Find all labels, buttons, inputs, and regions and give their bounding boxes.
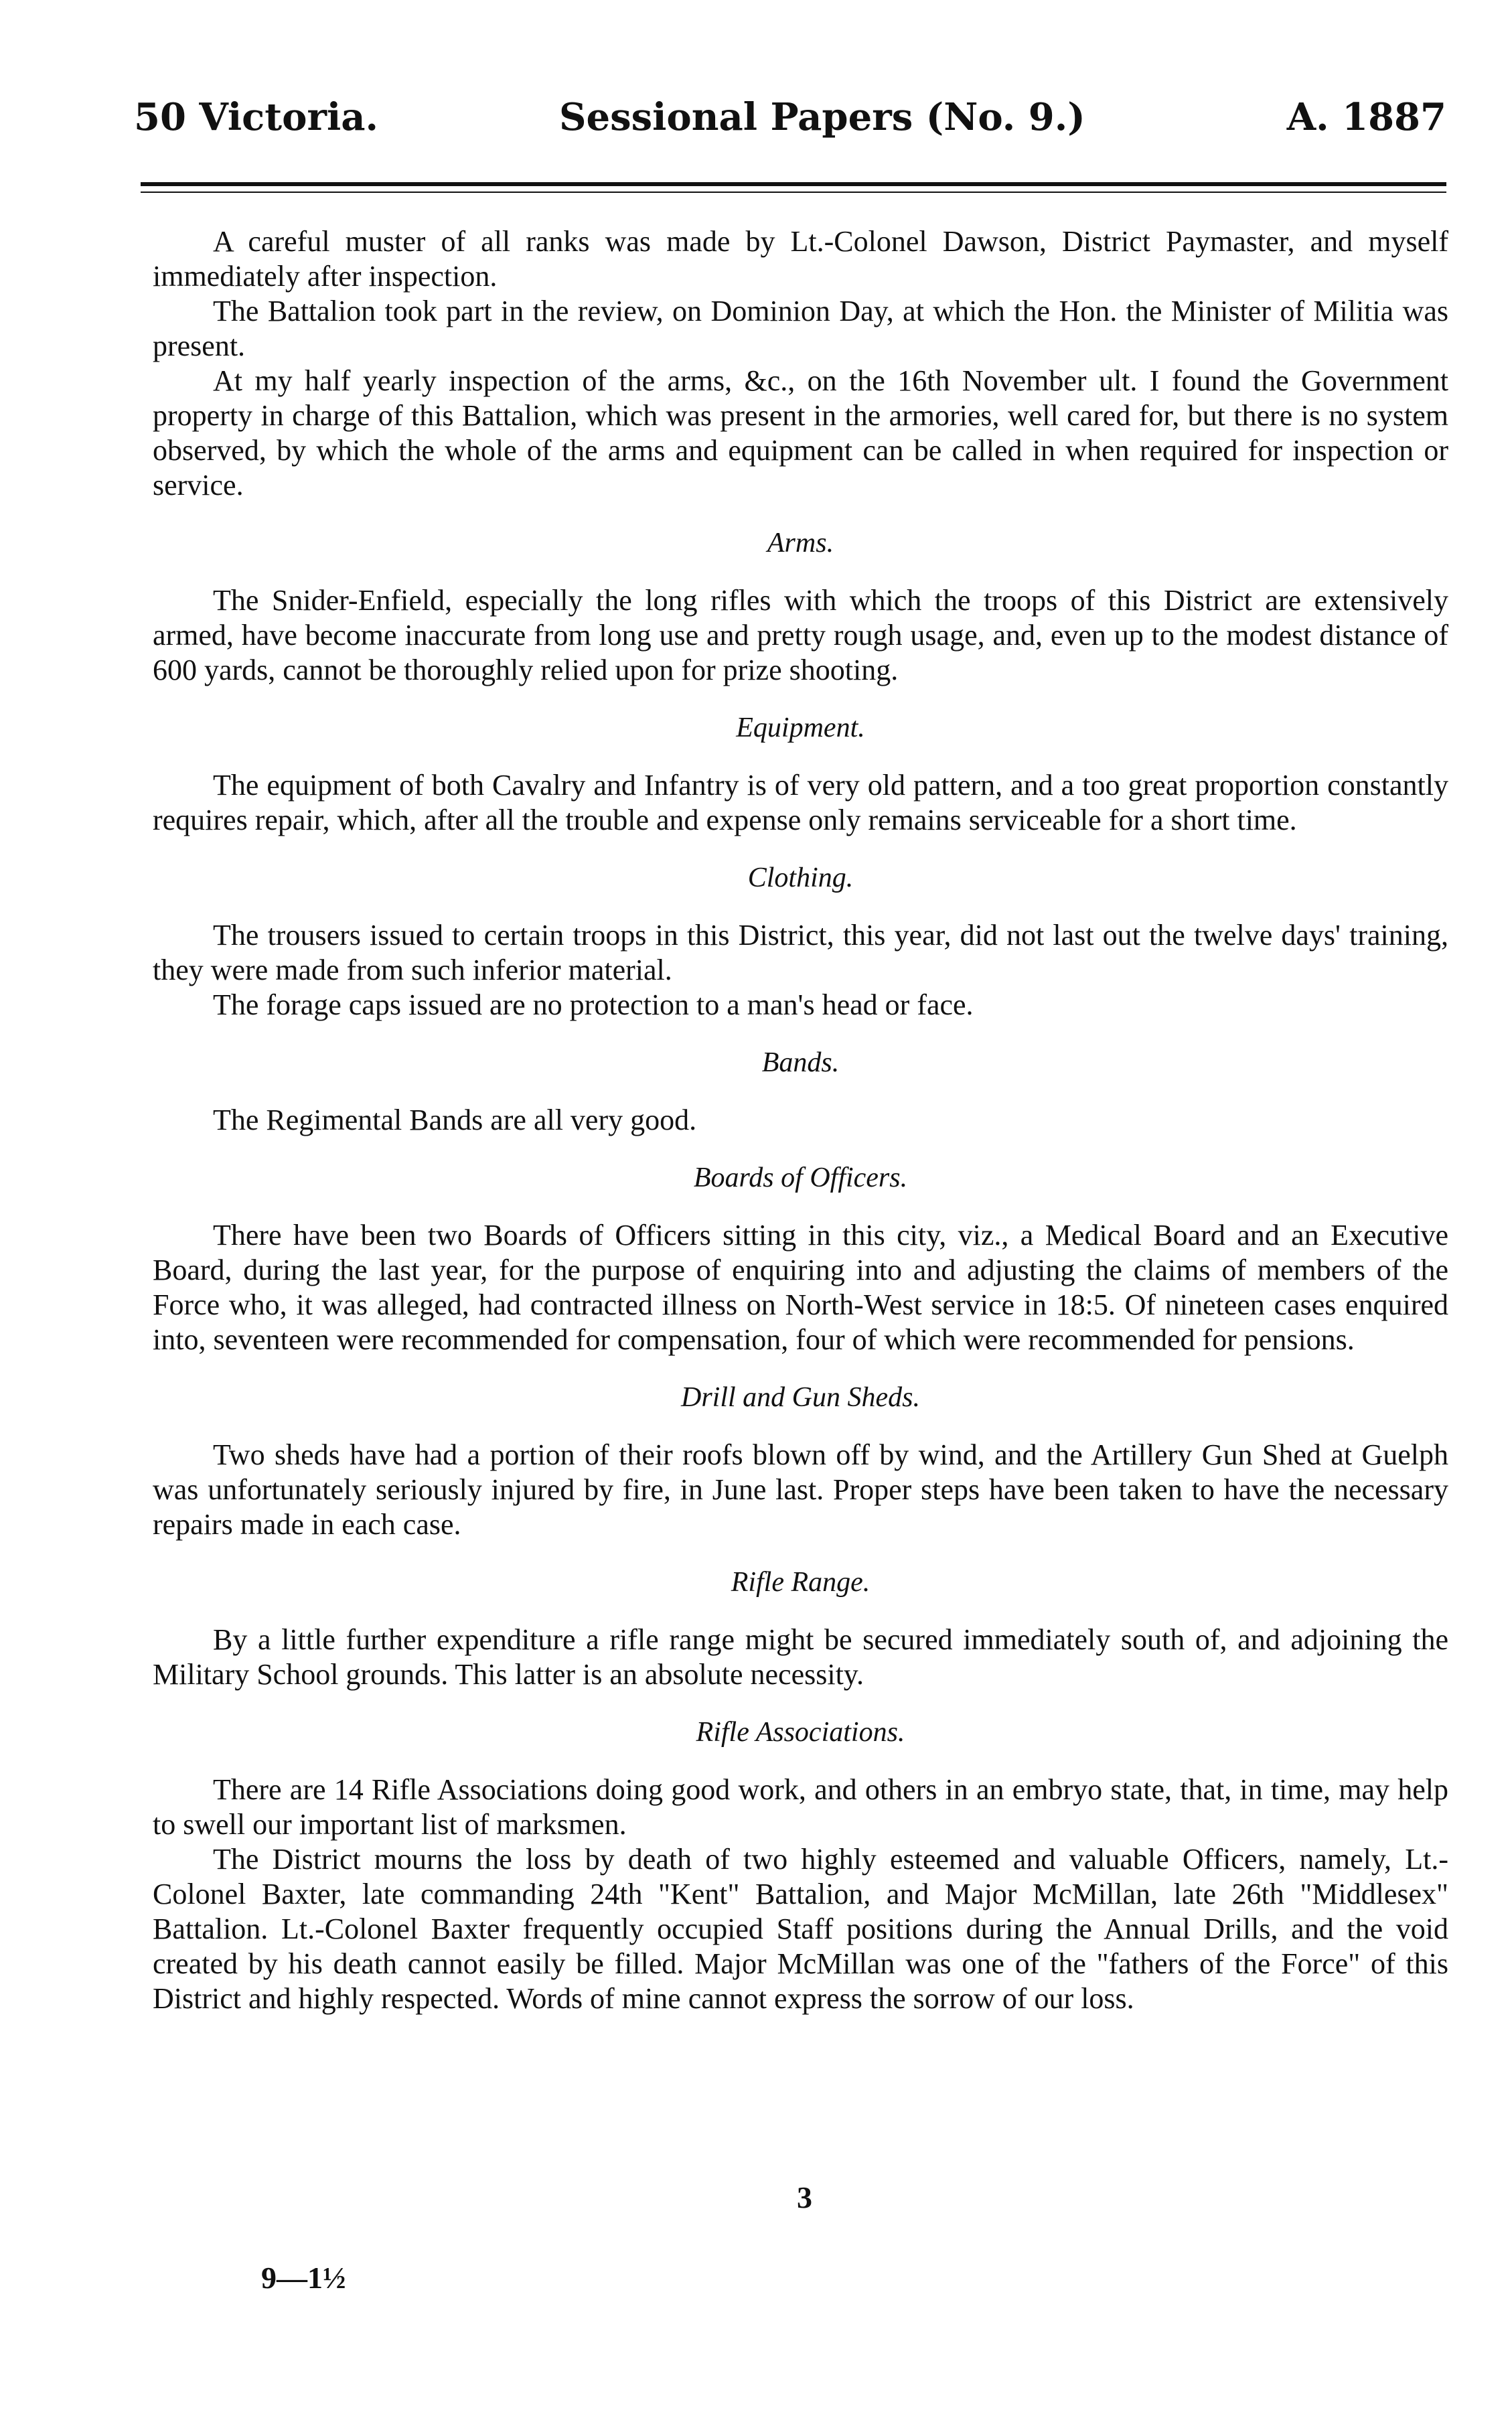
section-heading: Arms. (767, 528, 834, 558)
section-heading: Drill and Gun Sheds. (681, 1382, 920, 1413)
section-heading: Rifle Associations. (696, 1717, 905, 1748)
section-heading: Boards of Officers. (693, 1162, 908, 1193)
signature-mark: 9—1½ (261, 2261, 346, 2295)
paragraph: Two sheds have had a portion of their roofs blown off by wind, and the Artillery Gun Shed at Guelph was unfortunately seriously injured by fire, in June last. Proper steps have been taken to have the necessary repairs made in each case. (153, 1438, 1448, 1541)
section-heading: Equipment. (736, 712, 865, 743)
paragraph: The Battalion took part in the review, on Dominion Day, at which the Hon. the Minister of Militia was present. (153, 295, 1448, 362)
report-body (153, 224, 1448, 2016)
header-volume: 50 Victoria. (134, 95, 379, 139)
paragraph: At my half yearly inspection of the arms, &c., on the 16th November ult. I found the Government property in charge of this Battalion, which was present in the armories, well cared for, but there is no system observed, by which the whole of the arms and equipment can be called in when required for inspection or service. (153, 364, 1448, 502)
header-title: Sessional Papers (No. 9.) (559, 95, 1085, 139)
page-number: 3 (797, 2180, 812, 2214)
running-header (134, 94, 1446, 141)
header-rule-thin (141, 192, 1446, 193)
section-heading: Rifle Range. (731, 1567, 871, 1598)
header-rule-thick (141, 182, 1446, 186)
paragraph: The trousers issued to certain troops in this District, this year, did not last out the twelve days' training, they were made from such inferior material. (153, 919, 1448, 986)
section-heading: Bands. (761, 1047, 840, 1078)
paragraph: The Regimental Bands are all very good. (213, 1104, 697, 1136)
paragraph: The equipment of both Cavalry and Infantry is of very old pattern, and a too great proportion constantly requires repair, which, after all the trouble and expense only remains serviceable for a short time. (153, 769, 1448, 836)
section-heading: Clothing. (747, 862, 854, 893)
paragraph: The forage caps issued are no protection to a man's head or face. (213, 988, 974, 1021)
paragraph: There are 14 Rifle Associations doing good work, and others in an embryo state, that, in time, may help to swell our important list of marksmen. (153, 1773, 1448, 1841)
paragraph: The District mourns the loss by death of two highly esteemed and valuable Officers, namely, Lt.-Colonel Baxter, late commanding 24th "Kent" Battalion, and Major McMillan, late 26th "Middlesex" Battalion. Lt.-Colonel Baxter frequently occupied Staff positions during the Annual Drills, and the void created by his death cannot easily be filled. Major McMillan was one of the "fathers of the Force" of this District and highly respected. Words of mine cannot express the sorrow of our loss. (153, 1843, 1448, 2015)
paragraph: By a little further expenditure a rifle range might be secured immediately south of, and adjoining the Military School grounds. This latter is an absolute necessity. (153, 1623, 1448, 1691)
paragraph: A careful muster of all ranks was made by Lt.-Colonel Dawson, District Paymaster, and myself immediately after inspection. (153, 225, 1448, 293)
header-year: A. 1887 (1286, 95, 1446, 139)
paragraph: There have been two Boards of Officers sitting in this city, viz., a Medical Board and an Executive Board, during the last year, for the purpose of enquiring into and adjusting the claims of members of the Force who, it was alleged, had contracted illness on North-West service in 18:5. Of nineteen cases enquired into, seventeen were recommended for compensation, four of which were recommended for pensions. (153, 1219, 1448, 1356)
paragraph: The Snider-Enfield, especially the long rifles with which the troops of this District are extensively armed, have become inaccurate from long use and pretty rough usage, and, even up to the modest distance of 600 yards, cannot be thoroughly relied upon for prize shooting. (153, 584, 1448, 686)
